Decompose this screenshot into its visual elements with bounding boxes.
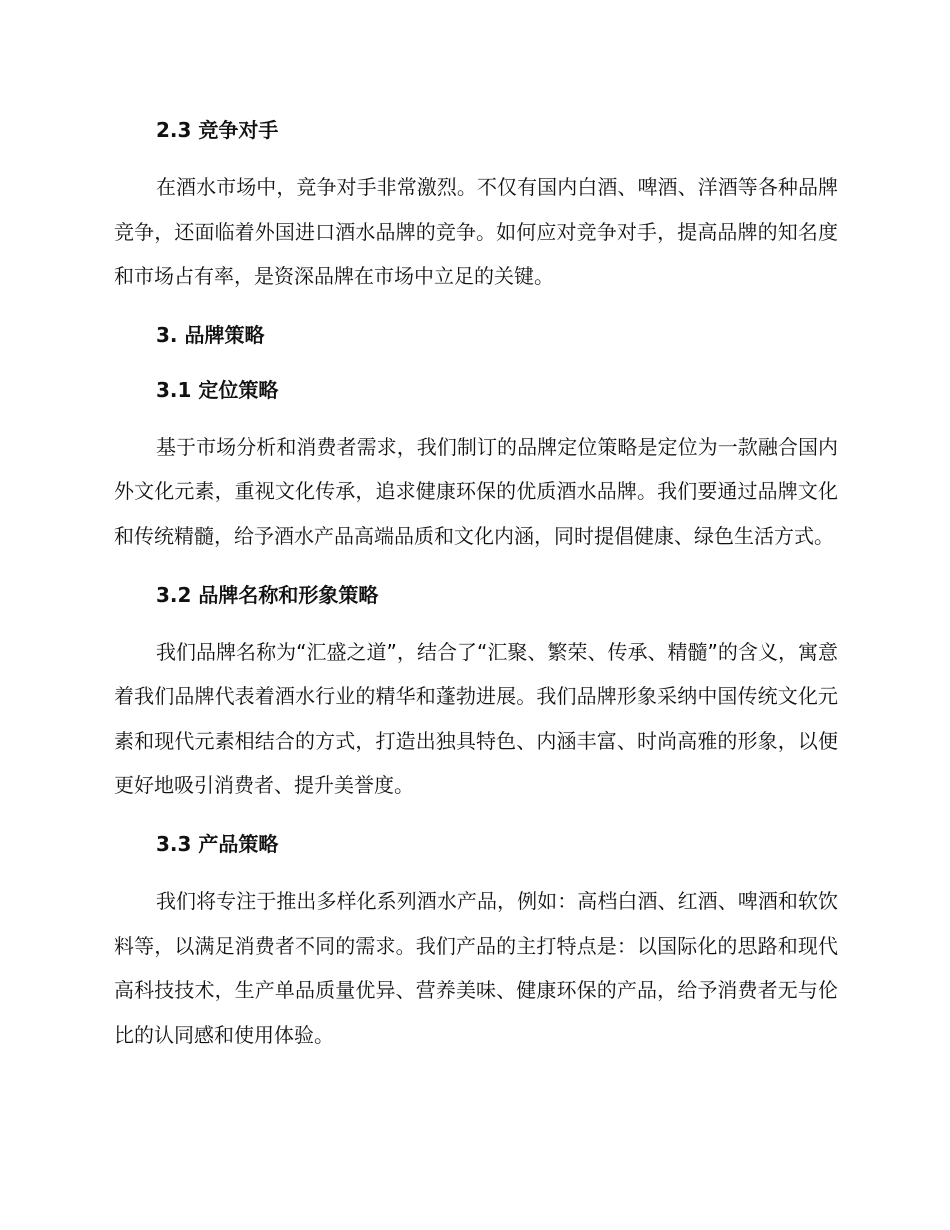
paragraph-3-3: 我们将专注于推出多样化系列酒水产品，例如：高档白酒、红酒、啤酒和软饮料等，以满足消费者不同的需求。我们产品的主打特点是：以国际化的思路和现代高科技技术，生产单品质量优异、营养美味、健康环保的产品，给予消费者无与伦比的认同感和使用体验。	[114, 888, 838, 1047]
paragraph-3-1: 基于市场分析和消费者需求，我们制订的品牌定位策略是定位为一款融合国内外文化元素，重视文化传承，追求健康环保的优质酒水品牌。我们要通过品牌文化和传统精髓，给予酒水产品高端品质和文化内涵，同时提倡健康、绿色生活方式。	[114, 434, 838, 548]
document-page	[114, 110, 838, 1073]
heading-3-1: 3.1 定位策略	[156, 377, 279, 402]
heading-2-3: 2.3 竞争对手	[156, 118, 279, 142]
paragraph-3-2: 我们品牌名称为“汇盛之道”，结合了“汇聚、繁荣、传承、精髓”的含义，寓意着我们品牌代表着酒水行业的精华和蓬勃进展。我们品牌形象采纳中国传统文化元素和现代元素相结合的方式，打造出独具特色、内涵丰富、时尚高雅的形象，以便更好地吸引消费者、提升美誉度。	[114, 639, 838, 798]
heading-3: 3. 品牌策略	[156, 322, 265, 347]
paragraph-2-3: 在酒水市场中，竞争对手非常激烈。不仅有国内白酒、啤酒、洋酒等各种品牌竞争，还面临着外国进口酒水品牌的竞争。如何应对竞争对手，提高品牌的知名度和市场占有率，是资深品牌在市场中立足的关键。	[114, 175, 838, 289]
heading-3-2: 3.2 品牌名称和形象策略	[156, 582, 379, 607]
heading-3-3: 3.3 产品策略	[156, 831, 279, 856]
